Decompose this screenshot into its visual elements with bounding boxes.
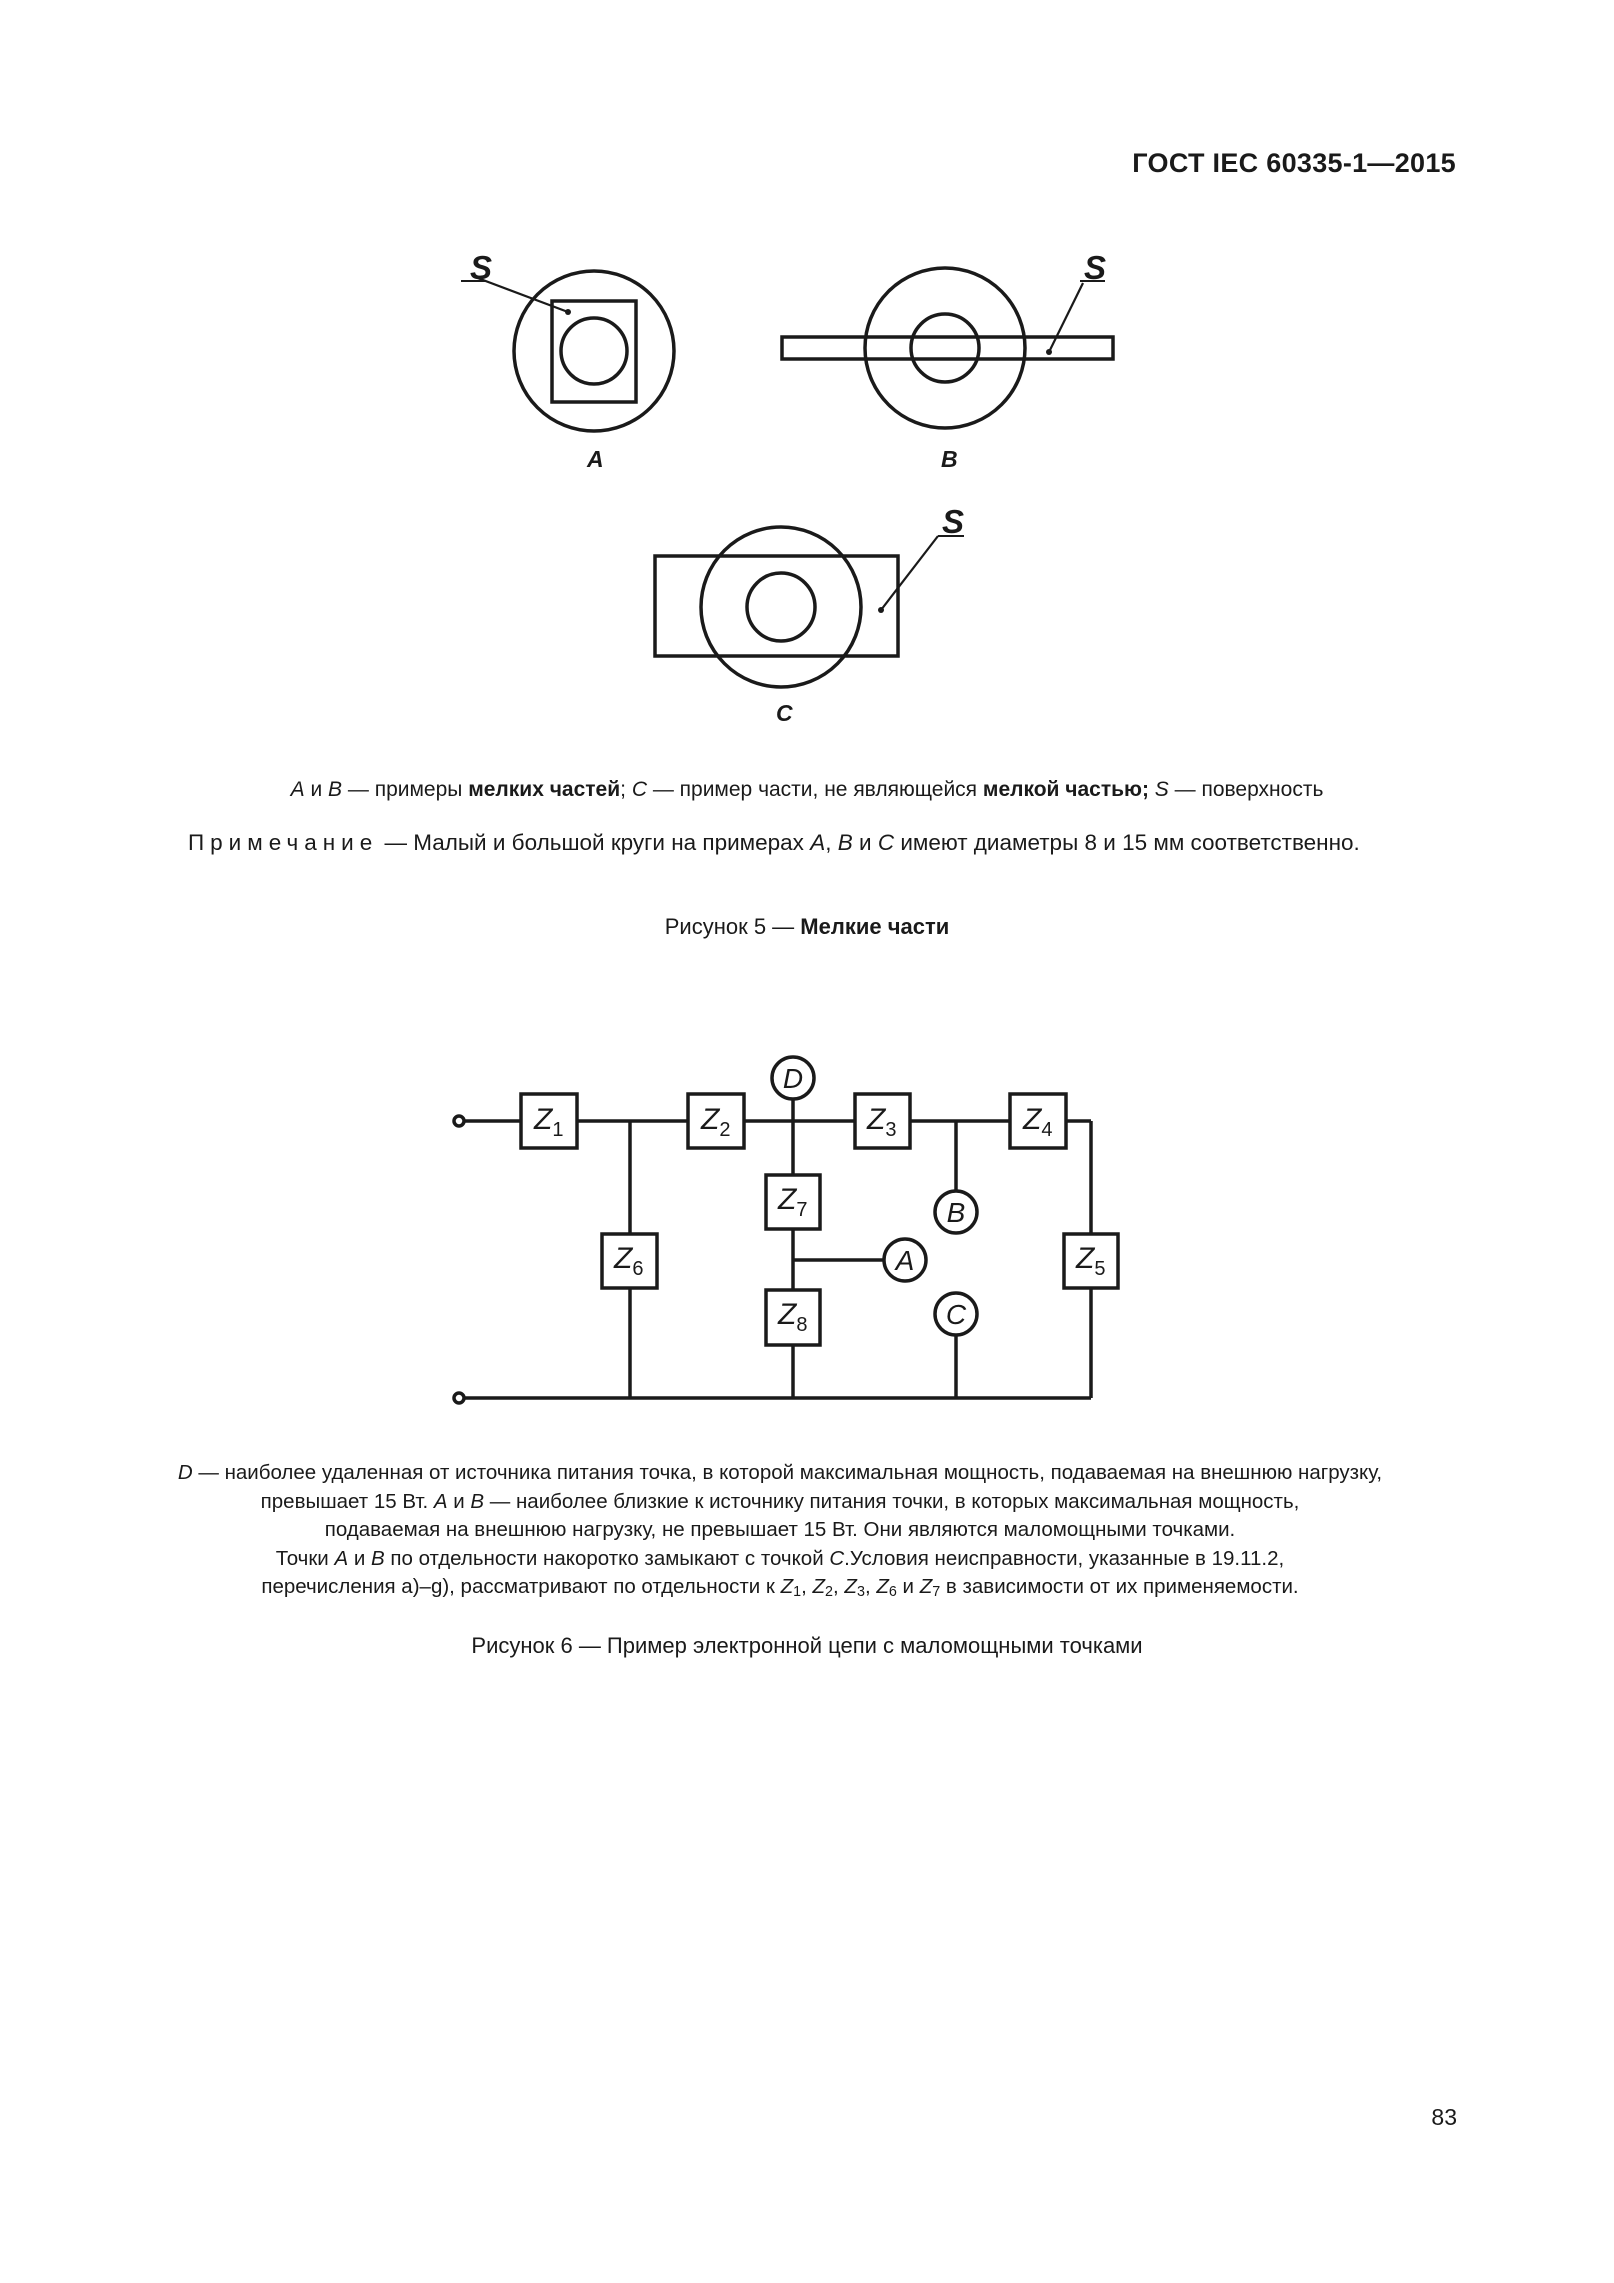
z5-label: $Z_5$ bbox=[1076, 1242, 1106, 1280]
page-number: 83 bbox=[1431, 2104, 1457, 2130]
desc-line-1: D — наиболее удаленная от источника питания точка, в которой максимальная мощность, подаваемая на внешнюю нагрузку, bbox=[177, 1461, 1383, 1484]
fig5-caption: Рисунок 5 — Мелкие части bbox=[664, 914, 950, 939]
point-a-label: A bbox=[895, 1245, 915, 1276]
document-header: ГОСТ IEC 60335-1—2015 bbox=[1132, 148, 1456, 178]
z8-label: $Z_8$ bbox=[778, 1298, 808, 1336]
z7-label: $Z_7$ bbox=[778, 1183, 808, 1221]
fig5-label-s-a: S bbox=[470, 249, 493, 286]
z4-label: $Z_4$ bbox=[1023, 1103, 1053, 1141]
fig6-description bbox=[100, 1459, 1460, 1602]
fig5-label-s-b: S bbox=[1084, 249, 1107, 286]
point-b-label: B bbox=[946, 1197, 966, 1228]
fig5-label-c: C bbox=[776, 700, 793, 726]
desc-line-3: подаваемая на внешнюю нагрузку, не превышает 15 Вт. Они являются маломощными точками. bbox=[324, 1518, 1236, 1541]
z6-label: $Z_6$ bbox=[614, 1242, 644, 1280]
fig6-caption: Рисунок 6 — Пример электронной цепи с маломощными точками bbox=[471, 1633, 1143, 1658]
fig5-label-b: B bbox=[941, 446, 958, 472]
fig5-legend: A и B — примеры мелких частей; C — пример части, не являющейся мелкой частью; S — поверхность bbox=[290, 778, 1324, 801]
desc-line-2: превышает 15 Вт. A и B — наиболее близкие к источнику питания точки, в которых максимальная мощность, bbox=[260, 1489, 1300, 1513]
desc-line-4: Точки A и B по отдельности накоротко замыкают с точкой C.Условия неисправности, указанные в 19.11.2, bbox=[275, 1546, 1285, 1570]
note-word: Примечание bbox=[188, 830, 379, 855]
fig5-label-s-c: S bbox=[942, 503, 965, 540]
z3-label: $Z_3$ bbox=[867, 1103, 897, 1141]
fig5-part-b bbox=[782, 268, 1113, 428]
point-d-label: D bbox=[782, 1063, 804, 1094]
fig5-part-a bbox=[475, 271, 674, 431]
z1-label: $Z_1$ bbox=[534, 1103, 564, 1141]
fig5-part-c bbox=[655, 527, 938, 687]
fig5-label-a: A bbox=[587, 446, 604, 472]
z2-label: $Z_2$ bbox=[701, 1103, 731, 1141]
point-c-label: C bbox=[945, 1299, 967, 1330]
desc-line-5: перечисления a)–g), рассматривают по отдельности к $Z_1$, $Z_2$, $Z_3$, $Z_6$ и $Z_7$ в зависимости от их применяемости. bbox=[261, 1575, 1299, 1600]
fig5-note: Примечание — Малый и большой круги на примерах A, B и C имеют диаметры 8 и 15 мм соответственно. bbox=[188, 830, 1360, 855]
fig6-circuit bbox=[454, 1057, 1118, 1403]
